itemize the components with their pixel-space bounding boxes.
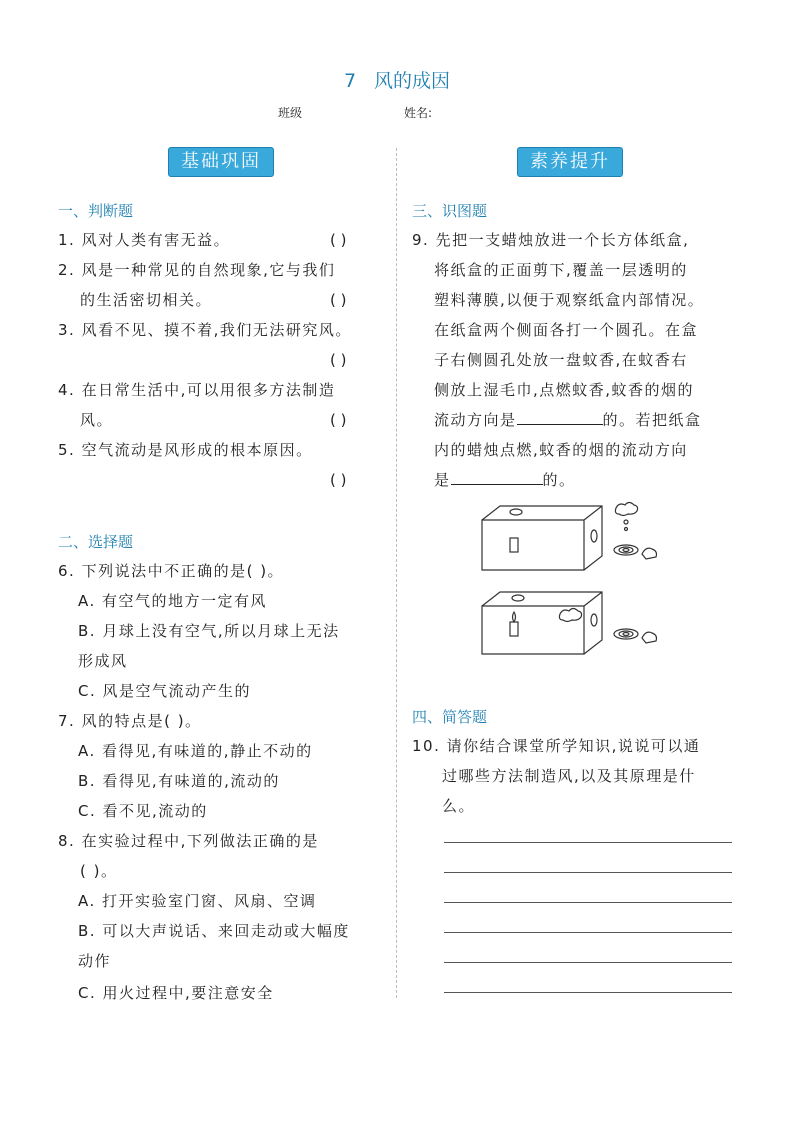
answer-line-3[interactable] <box>444 902 732 903</box>
question-9-line-2: 将纸盒的正面剪下,覆盖一层透明的 <box>434 261 688 279</box>
option-8a[interactable]: A. 打开实验室门窗、风扇、空调 <box>78 892 317 910</box>
question-9-line-1: 9. 先把一支蜡烛放进一个长方体纸盒, <box>412 231 690 249</box>
smoke-cloud-1 <box>615 503 637 516</box>
candle-flame <box>513 612 516 622</box>
answer-line-1[interactable] <box>444 842 732 843</box>
question-1: 1. 风对人类有害无益。 <box>58 231 231 249</box>
wet-towel-2 <box>642 632 657 643</box>
question-10-line-2: 过哪些方法制造风,以及其原理是什 <box>442 767 696 785</box>
answer-line-2[interactable] <box>444 872 732 873</box>
column-divider <box>396 148 397 998</box>
question-5: 5. 空气流动是风形成的根本原因。 <box>58 441 313 459</box>
option-8b-cont: 动作 <box>78 952 112 970</box>
question-4-cont: 风。 <box>80 411 114 429</box>
question-9-line-9 <box>434 465 576 495</box>
wet-towel-1 <box>642 548 657 559</box>
question-10-line-1: 10. 请你结合课堂所学知识,说说可以通 <box>412 737 701 755</box>
box-1 <box>482 506 602 570</box>
option-7c[interactable]: C. 看不见,流动的 <box>78 802 208 820</box>
answer-line-6[interactable] <box>444 992 732 993</box>
option-6b-cont: 形成风 <box>78 652 128 670</box>
answer-line-4[interactable] <box>444 932 732 933</box>
lesson-title: 风的成因 <box>374 70 451 92</box>
section-diagram-title: 三、识图题 <box>412 202 488 220</box>
question-7: 7. 风的特点是( )。 <box>58 712 202 730</box>
lesson-number: 7 <box>343 70 357 92</box>
candle-box-diagram <box>478 498 670 656</box>
name-label: 姓名: <box>404 106 433 120</box>
option-7b[interactable]: B. 看得见,有味道的,流动的 <box>78 772 280 790</box>
question-4: 4. 在日常生活中,可以用很多方法制造 <box>58 381 336 399</box>
q9-text-b: 的。若把纸盒 <box>602 411 702 429</box>
q9-text-a: 流动方向是 <box>434 411 517 429</box>
option-8b[interactable]: B. 可以大声说话、来回走动或大幅度 <box>78 922 350 940</box>
box-2-top-hole <box>512 595 524 601</box>
answer-parens-4[interactable]: ( ) <box>330 411 347 429</box>
question-9-line-8: 内的蜡烛点燃,蚊香的烟的流动方向 <box>434 441 688 459</box>
box-1-side-hole <box>591 530 597 542</box>
question-8-cont: ( )。 <box>80 862 118 880</box>
question-9-line-4: 在纸盒两个侧面各打一个圆孔。在盒 <box>434 321 699 339</box>
question-6: 6. 下列说法中不正确的是( )。 <box>58 562 285 580</box>
section-short-answer-title: 四、简答题 <box>412 708 488 726</box>
smoke-cloud-2 <box>559 609 581 622</box>
q9-text-c: 是 <box>434 471 451 489</box>
option-6a[interactable]: A. 有空气的地方一定有风 <box>78 592 268 610</box>
question-10-line-3: 么。 <box>442 797 476 815</box>
answer-parens-3[interactable]: ( ) <box>330 351 347 369</box>
question-8: 8. 在实验过程中,下列做法正确的是 <box>58 832 319 850</box>
question-2: 2. 风是一种常见的自然现象,它与我们 <box>58 261 336 279</box>
answer-line-5[interactable] <box>444 962 732 963</box>
page-title <box>0 66 794 93</box>
box-1-top-hole <box>510 509 522 515</box>
question-9-line-7 <box>434 405 702 435</box>
option-6b[interactable]: B. 月球上没有空气,所以月球上无法 <box>78 622 340 640</box>
answer-blank-2[interactable] <box>451 466 543 485</box>
section-true-false-title: 一、判断题 <box>58 202 134 220</box>
answer-blank-1[interactable] <box>517 406 603 425</box>
option-8c[interactable]: C. 用火过程中,要注意安全 <box>78 984 274 1002</box>
option-6c[interactable]: C. 风是空气流动产生的 <box>78 682 252 700</box>
question-9-line-3: 塑料薄膜,以便于观察纸盒内部情况。 <box>434 291 705 309</box>
box-2 <box>482 592 602 654</box>
banner-basic: 基础巩固 <box>168 147 274 177</box>
option-7a[interactable]: A. 看得见,有味道的,静止不动的 <box>78 742 313 760</box>
box-1-candle <box>510 538 518 552</box>
box-2-candle <box>510 622 518 636</box>
class-label: 班级 <box>278 106 303 120</box>
box-2-side-hole <box>591 614 597 626</box>
answer-parens-2[interactable]: ( ) <box>330 291 347 309</box>
q9-text-d: 的。 <box>542 471 576 489</box>
question-2-cont: 的生活密切相关。 <box>80 291 213 309</box>
question-3: 3. 风看不见、摸不着,我们无法研究风。 <box>58 321 352 339</box>
answer-parens-1[interactable]: ( ) <box>330 231 347 249</box>
question-9-line-6: 侧放上湿毛巾,点燃蚊香,蚊香的烟的 <box>434 381 695 399</box>
banner-advanced: 素养提升 <box>517 147 623 177</box>
question-9-line-5: 子右侧圆孔处放一盘蚊香,在蚊香右 <box>434 351 688 369</box>
section-choice-title: 二、选择题 <box>58 533 134 551</box>
answer-parens-5[interactable]: ( ) <box>330 471 347 489</box>
